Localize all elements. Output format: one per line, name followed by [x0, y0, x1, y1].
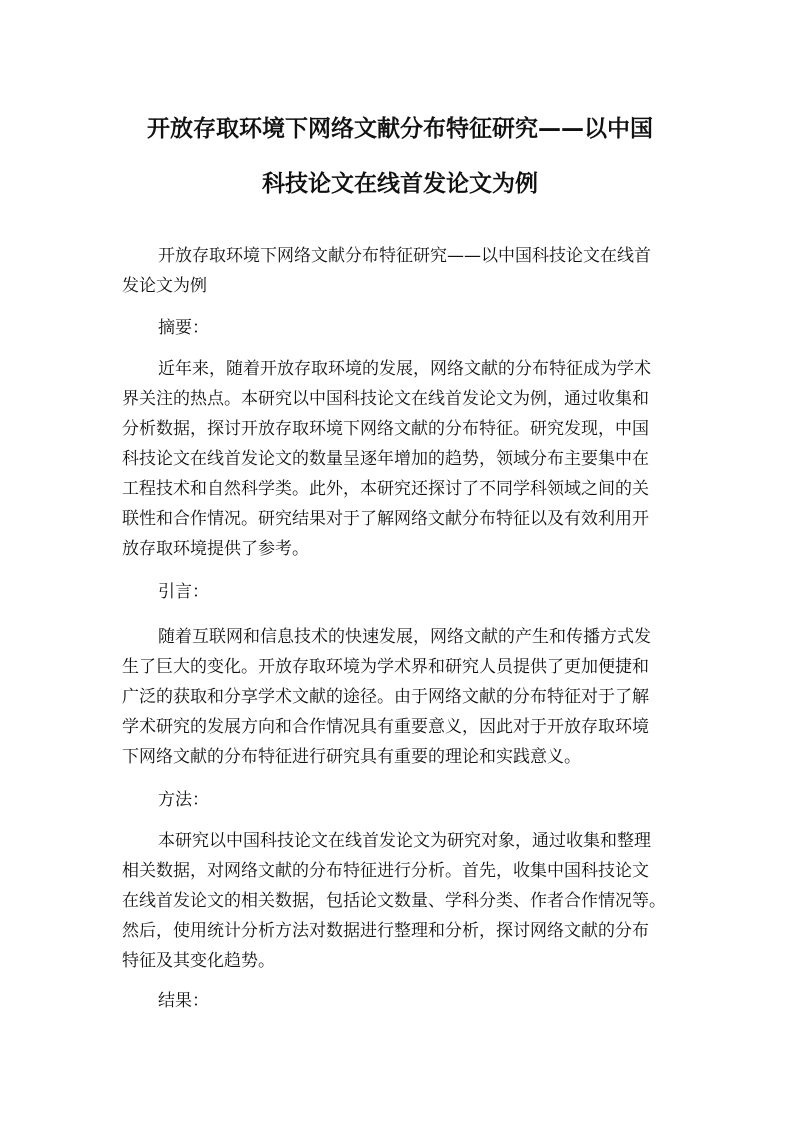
paragraph-line: 开放存取环境下网络文献分布特征研究——以中国科技论文在线首	[158, 246, 651, 266]
paragraph-line: 放存取环境提供了参考。	[122, 539, 309, 559]
methods-paragraph	[122, 826, 722, 976]
paragraph-line: 特征及其变化趋势。	[122, 951, 275, 971]
paragraph-line: 学术研究的发展方向和合作情况具有重要意义，因此对于开放存取环境	[122, 717, 649, 737]
document-title-line-1: 开放存取环境下网络文献分布特征研究——以中国	[147, 116, 653, 142]
paragraph-line: 本研究以中国科技论文在线首发论文为研究对象，通过收集和整理	[158, 831, 651, 851]
section-heading: 方法：	[158, 790, 209, 810]
paragraph-line: 科技论文在线首发论文的数量呈逐年增加的趋势，领域分布主要集中在	[122, 449, 649, 469]
paragraph-line: 生了巨大的变化。开放存取环境为学术界和研究人员提供了更加便捷和	[122, 657, 649, 677]
subtitle-paragraph	[122, 241, 722, 301]
paragraph-line: 在线首发论文的相关数据，包括论文数量、学科分类、作者合作情况等。	[122, 891, 666, 911]
paragraph-line: 发论文为例	[122, 276, 207, 296]
paragraph-line: 相关数据，对网络文献的分布特征进行分析。首先，收集中国科技论文	[122, 861, 649, 881]
paragraph-line: 随着互联网和信息技术的快速发展，网络文献的产生和传播方式发	[158, 627, 651, 647]
paragraph-line: 工程技术和自然科学类。此外，本研究还探讨了不同学科领域之间的关	[122, 479, 649, 499]
paragraph-line: 分析数据，探讨开放存取环境下网络文献的分布特征。研究发现，中国	[122, 419, 649, 439]
section-heading: 引言：	[158, 582, 209, 602]
paragraph-line: 广泛的获取和分享学术文献的途径。由于网络文献的分布特征对于了解	[122, 687, 649, 707]
section-heading: 摘要：	[158, 318, 209, 338]
paragraph-line: 联性和合作情况。研究结果对于了解网络文献分布特征以及有效利用开	[122, 509, 649, 529]
abstract-paragraph	[122, 354, 722, 564]
paragraph-line: 然后，使用统计分析方法对数据进行整理和分析，探讨网络文献的分布	[122, 921, 649, 941]
paragraph-line: 近年来，随着开放存取环境的发展，网络文献的分布特征成为学术	[158, 359, 651, 379]
methods-heading	[122, 785, 722, 815]
document-title-line-2: 科技论文在线首发论文为例	[262, 171, 538, 197]
abstract-heading	[122, 313, 722, 343]
results-heading	[122, 986, 722, 1016]
paragraph-line: 界关注的热点。本研究以中国科技论文在线首发论文为例，通过收集和	[122, 389, 649, 409]
section-heading: 结果：	[158, 991, 209, 1011]
paragraph-line: 下网络文献的分布特征进行研究具有重要的理论和实践意义。	[122, 747, 581, 767]
intro-heading	[122, 577, 722, 607]
intro-paragraph	[122, 622, 722, 772]
